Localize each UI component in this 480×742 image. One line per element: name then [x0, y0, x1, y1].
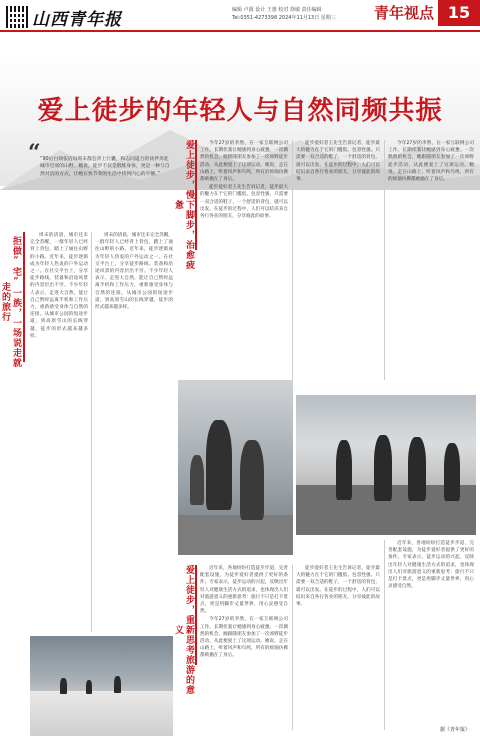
column-6-text: 徒步爱好者王先生告诉记者，徒步最大的魅力在于它的门槛低、包容性强。只需要一双合适的鞋子，一个舒适的背包，就可以出发。在徒步的过程中，人们可以结识来自各行各业的朋友，分享彼此的故事。: [296, 566, 380, 608]
column-3: [296, 140, 380, 380]
column-2-text: 今年27岁的李然，在一家互联网公司工作。长期伏案让她感到身心疲惫。一次偶然的机会，她跟随朋友参加了一次郊野徒步活动，从此便爱上了这项运动。她说，走在山路上，听着风声和鸟鸣，所有的烦恼仿佛都被抛在了身后。: [200, 141, 288, 183]
headline: 爱上徒步的年轻人与自然同频共振: [37, 96, 443, 126]
column-4: [388, 140, 474, 380]
section-rule-3: [195, 565, 197, 665]
column-7-text: 近年来，各地纷纷打造徒步步道，完善配套设施，为徒步爱好者提供了更好的条件。专家表示，徒步运动的兴起，反映出年轻人对健康生活方式的追求，也体现出人们对旅游意义的重新思考：旅行不只是打卡景点，更是用脚步丈量世界，用心灵感受自然。: [388, 541, 474, 590]
column-5: [200, 565, 288, 730]
column-2-text-b: 徒步爱好者王先生告诉记者，徒步最大的魅力在于它的门槛低、包容性强。只需要一双合适的鞋子，一个舒适的背包，就可以出发。在徒步的过程中，人们可以结识来自各行各业的朋友，分享彼此的故事。: [200, 185, 288, 220]
section-rule-1: [23, 232, 25, 362]
column-2: [200, 140, 288, 380]
article-credit: 据《青年报》: [440, 727, 471, 733]
quote-mark: “: [28, 140, 41, 166]
section-title-2: 爱上徒步，慢下脚步，治愈疲惫: [173, 140, 194, 270]
column-divider-6: [384, 540, 385, 730]
column-divider-5: [292, 565, 293, 730]
lead-quote: “90后白领张洁每周末都会背上行囊，和志同道合的伙伴奔赴城市近郊的山野。她说，徒步不仅是锻炼身体，更是一种与自然对话的方式，让她在快节奏的生活中找到内心的平静。”: [40, 157, 170, 177]
meta-line-1: 编辑 卢圆 设计 王惠 校对 徐敏 责任编辑: [232, 7, 322, 13]
masthead-meta: [232, 6, 336, 22]
photo-mountaineers: [178, 380, 293, 555]
column-1-a-text: 周末的清晨，城市还未完全苏醒，一群年轻人已经背上背包，踏上了通往山野的小路。近年来，徒步逐渐成为年轻人热衷的户外运动之一。在社交平台上，分享徒步路线、装备和沿途风景的内容层出不穷。不少年轻人表示，走进大自然，能让自己暂时远离手机和工作压力，重新感受身体与自然的连接。从城市公园的短途步道，到高原雪山的长线穿越，徒步的形式越来越多样。: [30, 233, 88, 339]
column-7: [388, 540, 474, 720]
qr-code: [6, 6, 28, 28]
photo-hikers-snow: [30, 636, 173, 736]
masthead-rule: [0, 30, 480, 32]
column-5-text: 近年来，各地纷纷打造徒步步道，完善配套设施，为徒步爱好者提供了更好的条件。专家表示，徒步运动的兴起，反映出年轻人对健康生活方式的追求，也体现出人们对旅游意义的重新思考：旅行不只是打卡景点，更是用脚步丈量世界，用心灵感受自然。: [200, 566, 288, 615]
column-1-a: [30, 232, 88, 632]
section-rule-2: [195, 140, 197, 250]
column-4-text: 今年27岁的李然，在一家互联网公司工作。长期伏案让她感到身心疲惫。一次偶然的机会，她跟随朋友参加了一次郊野徒步活动，从此便爱上了这项运动。她说，走在山路上，听着风声和鸟鸣，所有的烦恼仿佛都被抛在了身后。: [388, 141, 474, 183]
column-divider: [91, 232, 92, 632]
page-number: 15: [438, 0, 480, 26]
column-3-text: 徒步爱好者王先生告诉记者，徒步最大的魅力在于它的门槛低、包容性强。只需要一双合适的鞋子，一个舒适的背包，就可以出发。在徒步的过程中，人们可以结识来自各行各业的朋友，分享彼此的故事。: [296, 141, 380, 183]
section-title-1: 拒做“宅”一族，一场说走就走的旅行: [0, 236, 21, 368]
column-divider-2: [292, 140, 293, 380]
column-1-b: [95, 232, 173, 632]
photo-trekkers-valley: [296, 395, 476, 535]
section-title-3: 爱上徒步，重新思考旅游的意义: [173, 565, 194, 695]
column-1-b-text: 周末的清晨，城市还未完全苏醒，一群年轻人已经背上背包，踏上了通往山野的小路。近年来，徒步逐渐成为年轻人热衷的户外运动之一。在社交平台上，分享徒步路线、装备和沿途风景的内容层出不穷。不少年轻人表示，走进大自然，能让自己暂时远离手机和工作压力，重新感受身体与自然的连接。从城市公园的短途步道，到高原雪山的长线穿越，徒步的形式越来越多样。: [95, 233, 173, 311]
column-5-text-b: 今年27岁的李然，在一家互联网公司工作。长期伏案让她感到身心疲惫。一次偶然的机会，她跟随朋友参加了一次郊野徒步活动，从此便爱上了这项运动。她说，走在山路上，听着风声和鸟鸣，所有的烦恼仿佛都被抛在了身后。: [200, 617, 288, 659]
meta-line-2: Tel:0351-4273398 2024年11月13日 星期三: [232, 15, 336, 21]
section-title: 青年视点: [374, 4, 435, 22]
newspaper-logo: 山西青年报: [32, 10, 122, 30]
column-divider-3: [384, 140, 385, 380]
column-6: [296, 565, 380, 730]
